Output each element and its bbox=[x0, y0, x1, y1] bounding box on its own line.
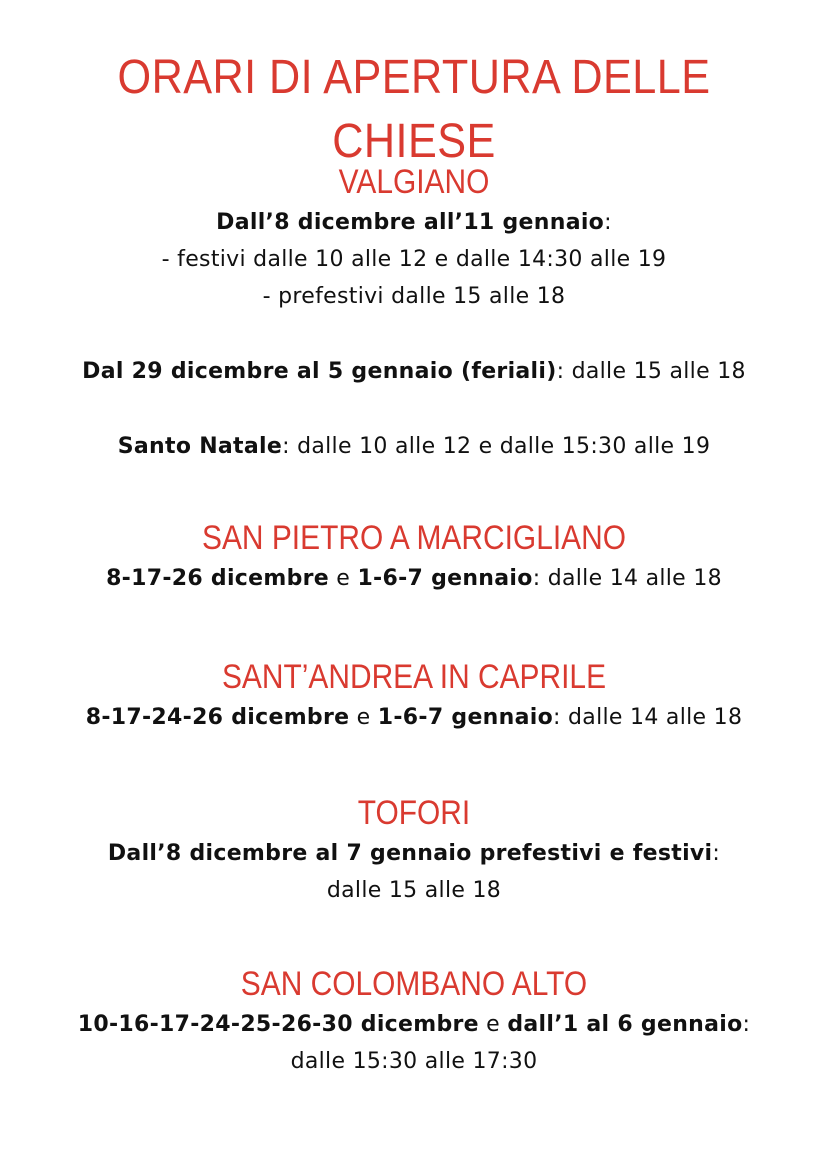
schedule-line bbox=[0, 428, 828, 465]
date-range: Dall’8 dicembre al 7 gennaio prefestivi e festivi bbox=[107, 841, 713, 866]
date-range: Santo Natale bbox=[117, 434, 283, 459]
conjunction: e bbox=[478, 1012, 508, 1037]
hours: : dalle 14 alle 18 bbox=[532, 566, 722, 591]
church-valgiano bbox=[0, 160, 828, 465]
church-name: SAN PIETRO A MARCIGLIANO bbox=[202, 519, 626, 557]
date-range: Dal 29 dicembre al 5 gennaio (feriali) bbox=[82, 359, 557, 384]
schedule-line: dalle 15 alle 18 bbox=[326, 878, 502, 903]
church-tofori bbox=[0, 791, 828, 909]
separator: : bbox=[604, 210, 612, 235]
schedule-line bbox=[0, 353, 828, 390]
date-range: Dall’8 dicembre all’11 gennaio bbox=[216, 210, 605, 235]
date-range: 8-17-24-26 dicembre bbox=[85, 705, 350, 730]
separator: : bbox=[712, 841, 721, 866]
date-range: 10-16-17-24-25-26-30 dicembre bbox=[77, 1012, 479, 1037]
church-name: VALGIANO bbox=[338, 163, 490, 201]
schedule-line bbox=[0, 835, 828, 872]
schedule-line: - festivi dalle 10 alle 12 e dalle 14:30 alle 19 bbox=[161, 247, 667, 272]
schedule-line: - prefestivi dalle 15 alle 18 bbox=[262, 284, 566, 309]
schedule-line: dalle 15:30 alle 17:30 bbox=[290, 1049, 538, 1074]
date-range: 1-6-7 gennaio bbox=[357, 566, 533, 591]
schedule-line bbox=[0, 204, 828, 241]
conjunction: e bbox=[349, 705, 378, 730]
church-san-colombano bbox=[0, 962, 828, 1080]
church-sant-andrea bbox=[0, 655, 828, 736]
schedule-line bbox=[0, 1006, 828, 1043]
hours: : dalle 15 alle 18 bbox=[556, 359, 746, 384]
schedule-line bbox=[0, 699, 828, 736]
church-name: SAN COLOMBANO ALTO bbox=[240, 965, 588, 1003]
date-range: 8-17-26 dicembre bbox=[106, 566, 330, 591]
schedule-line bbox=[0, 560, 828, 597]
date-range: dall’1 al 6 gennaio bbox=[507, 1012, 743, 1037]
conjunction: e bbox=[329, 566, 358, 591]
church-name: SANT’ANDREA IN CAPRILE bbox=[221, 658, 607, 696]
page-title: ORARI DI APERTURA DELLE CHIESE bbox=[117, 51, 711, 168]
church-name: TOFORI bbox=[357, 794, 471, 832]
hours: : dalle 10 alle 12 e dalle 15:30 alle 19 bbox=[282, 434, 711, 459]
hours: : dalle 14 alle 18 bbox=[553, 705, 743, 730]
church-san-pietro bbox=[0, 516, 828, 597]
date-range: 1-6-7 gennaio bbox=[377, 705, 554, 730]
separator: : bbox=[742, 1012, 751, 1037]
